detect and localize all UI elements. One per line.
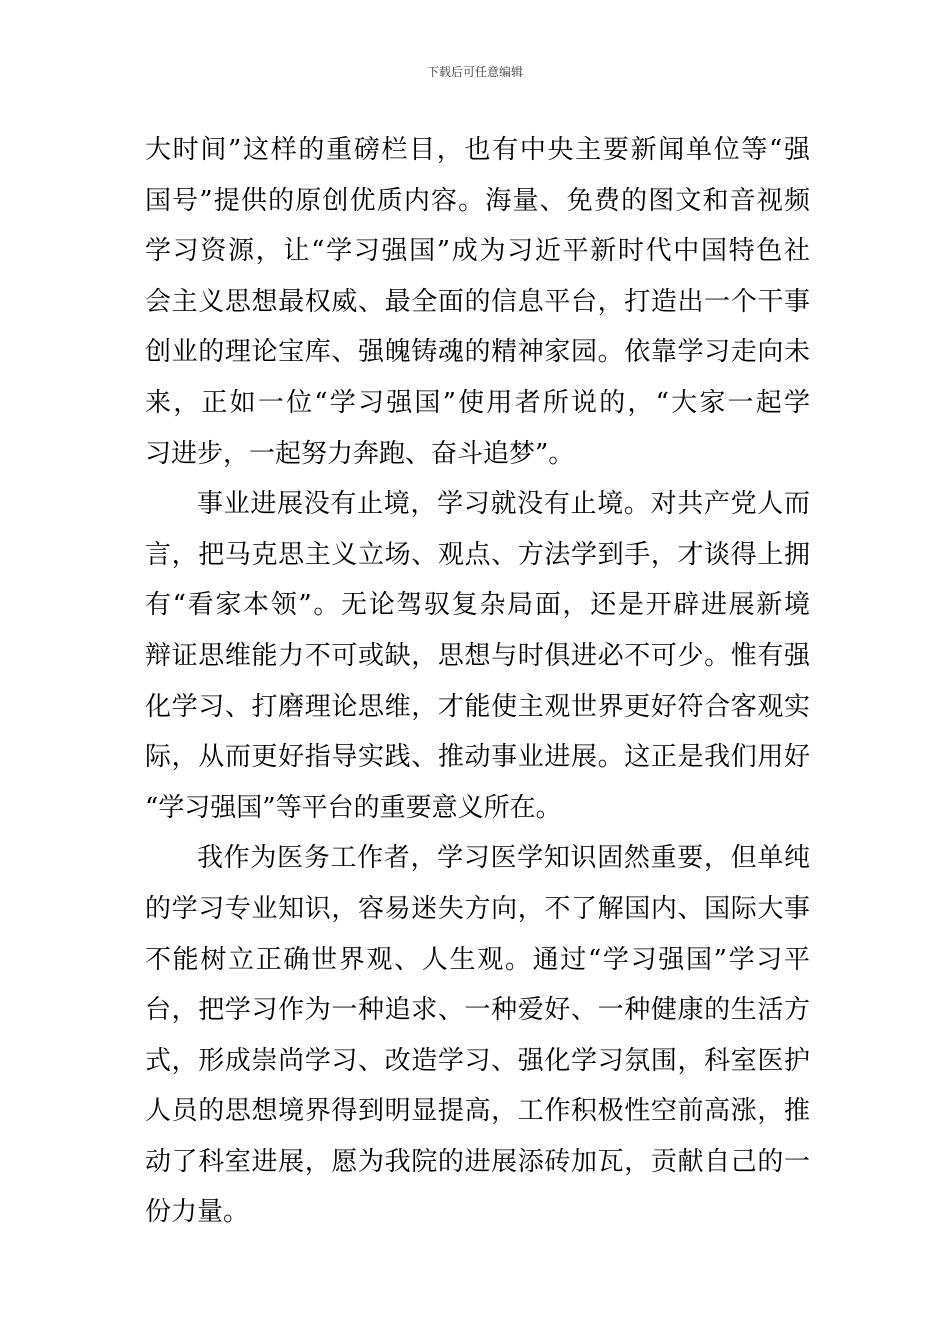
text-line: 来，正如一位“学习强国”使用者所说的，“大家一起学 (145, 387, 810, 418)
text-line: 际，从而更好指导实践、推动事业进展。这正是我们用好 (145, 742, 810, 773)
text-line: 辩证思维能力不可或缺，思想与时俱进必不可少。惟有强 (145, 640, 810, 671)
text-line: 言，把马克思主义立场、观点、方法学到手，才谈得上拥 (145, 539, 810, 570)
paragraph-3 (145, 833, 810, 1238)
text-line: 会主义思想最权威、最全面的信息平台，打造出一个干事 (145, 286, 810, 317)
text-line: 学习资源，让“学习强国”成为习近平新时代中国特色社 (145, 236, 810, 267)
text-line: 的学习专业知识，容易迷失方向，不了解国内、国际大事 (145, 893, 810, 924)
document-body (145, 125, 810, 1238)
text-line: 化学习、打磨理论思维，才能使主观世界更好符合客观实 (145, 691, 810, 722)
text-line: 式，形成崇尚学习、改造学习、强化学习氛围，科室医护 (145, 1045, 810, 1076)
text-line: 事业进展没有止境，学习就没有止境。对共产党人而 (197, 489, 810, 520)
text-line: 创业的理论宝库、强魄铸魂的精神家园。依靠学习走向未 (145, 337, 810, 368)
text-line: 不能树立正确世界观、人生观。通过“学习强国”学习平 (145, 944, 810, 975)
text-line: 国号”提供的原创优质内容。海量、免费的图文和音视频 (145, 185, 810, 216)
text-line: 大时间”这样的重磅栏目，也有中央主要新闻单位等“强 (145, 135, 810, 165)
paragraph-2 (145, 479, 810, 833)
text-line: 台，把学习作为一种追求、一种爱好、一种健康的生活方 (145, 995, 810, 1026)
page-header: 下载后可任意编辑 (426, 65, 523, 79)
text-line: 份力量。 (145, 1197, 250, 1228)
paragraph-1 (145, 125, 810, 479)
text-line: 我作为医务工作者，学习医学知识固然重要，但单纯 (197, 843, 810, 874)
text-line: 习进步，一起努力奔跑、奋斗追梦”。 (145, 438, 575, 469)
text-line: 动了科室进展，愿为我院的进展添砖加瓦，贡献自己的一 (145, 1146, 810, 1177)
text-line: 有“看家本领”。无论驾驭复杂局面，还是开辟进展新境 (145, 590, 810, 621)
text-line: 人员的思想境界得到明显提高，工作积极性空前高涨，推 (145, 1096, 810, 1127)
text-line: “学习强国”等平台的重要意义所在。 (145, 792, 562, 823)
